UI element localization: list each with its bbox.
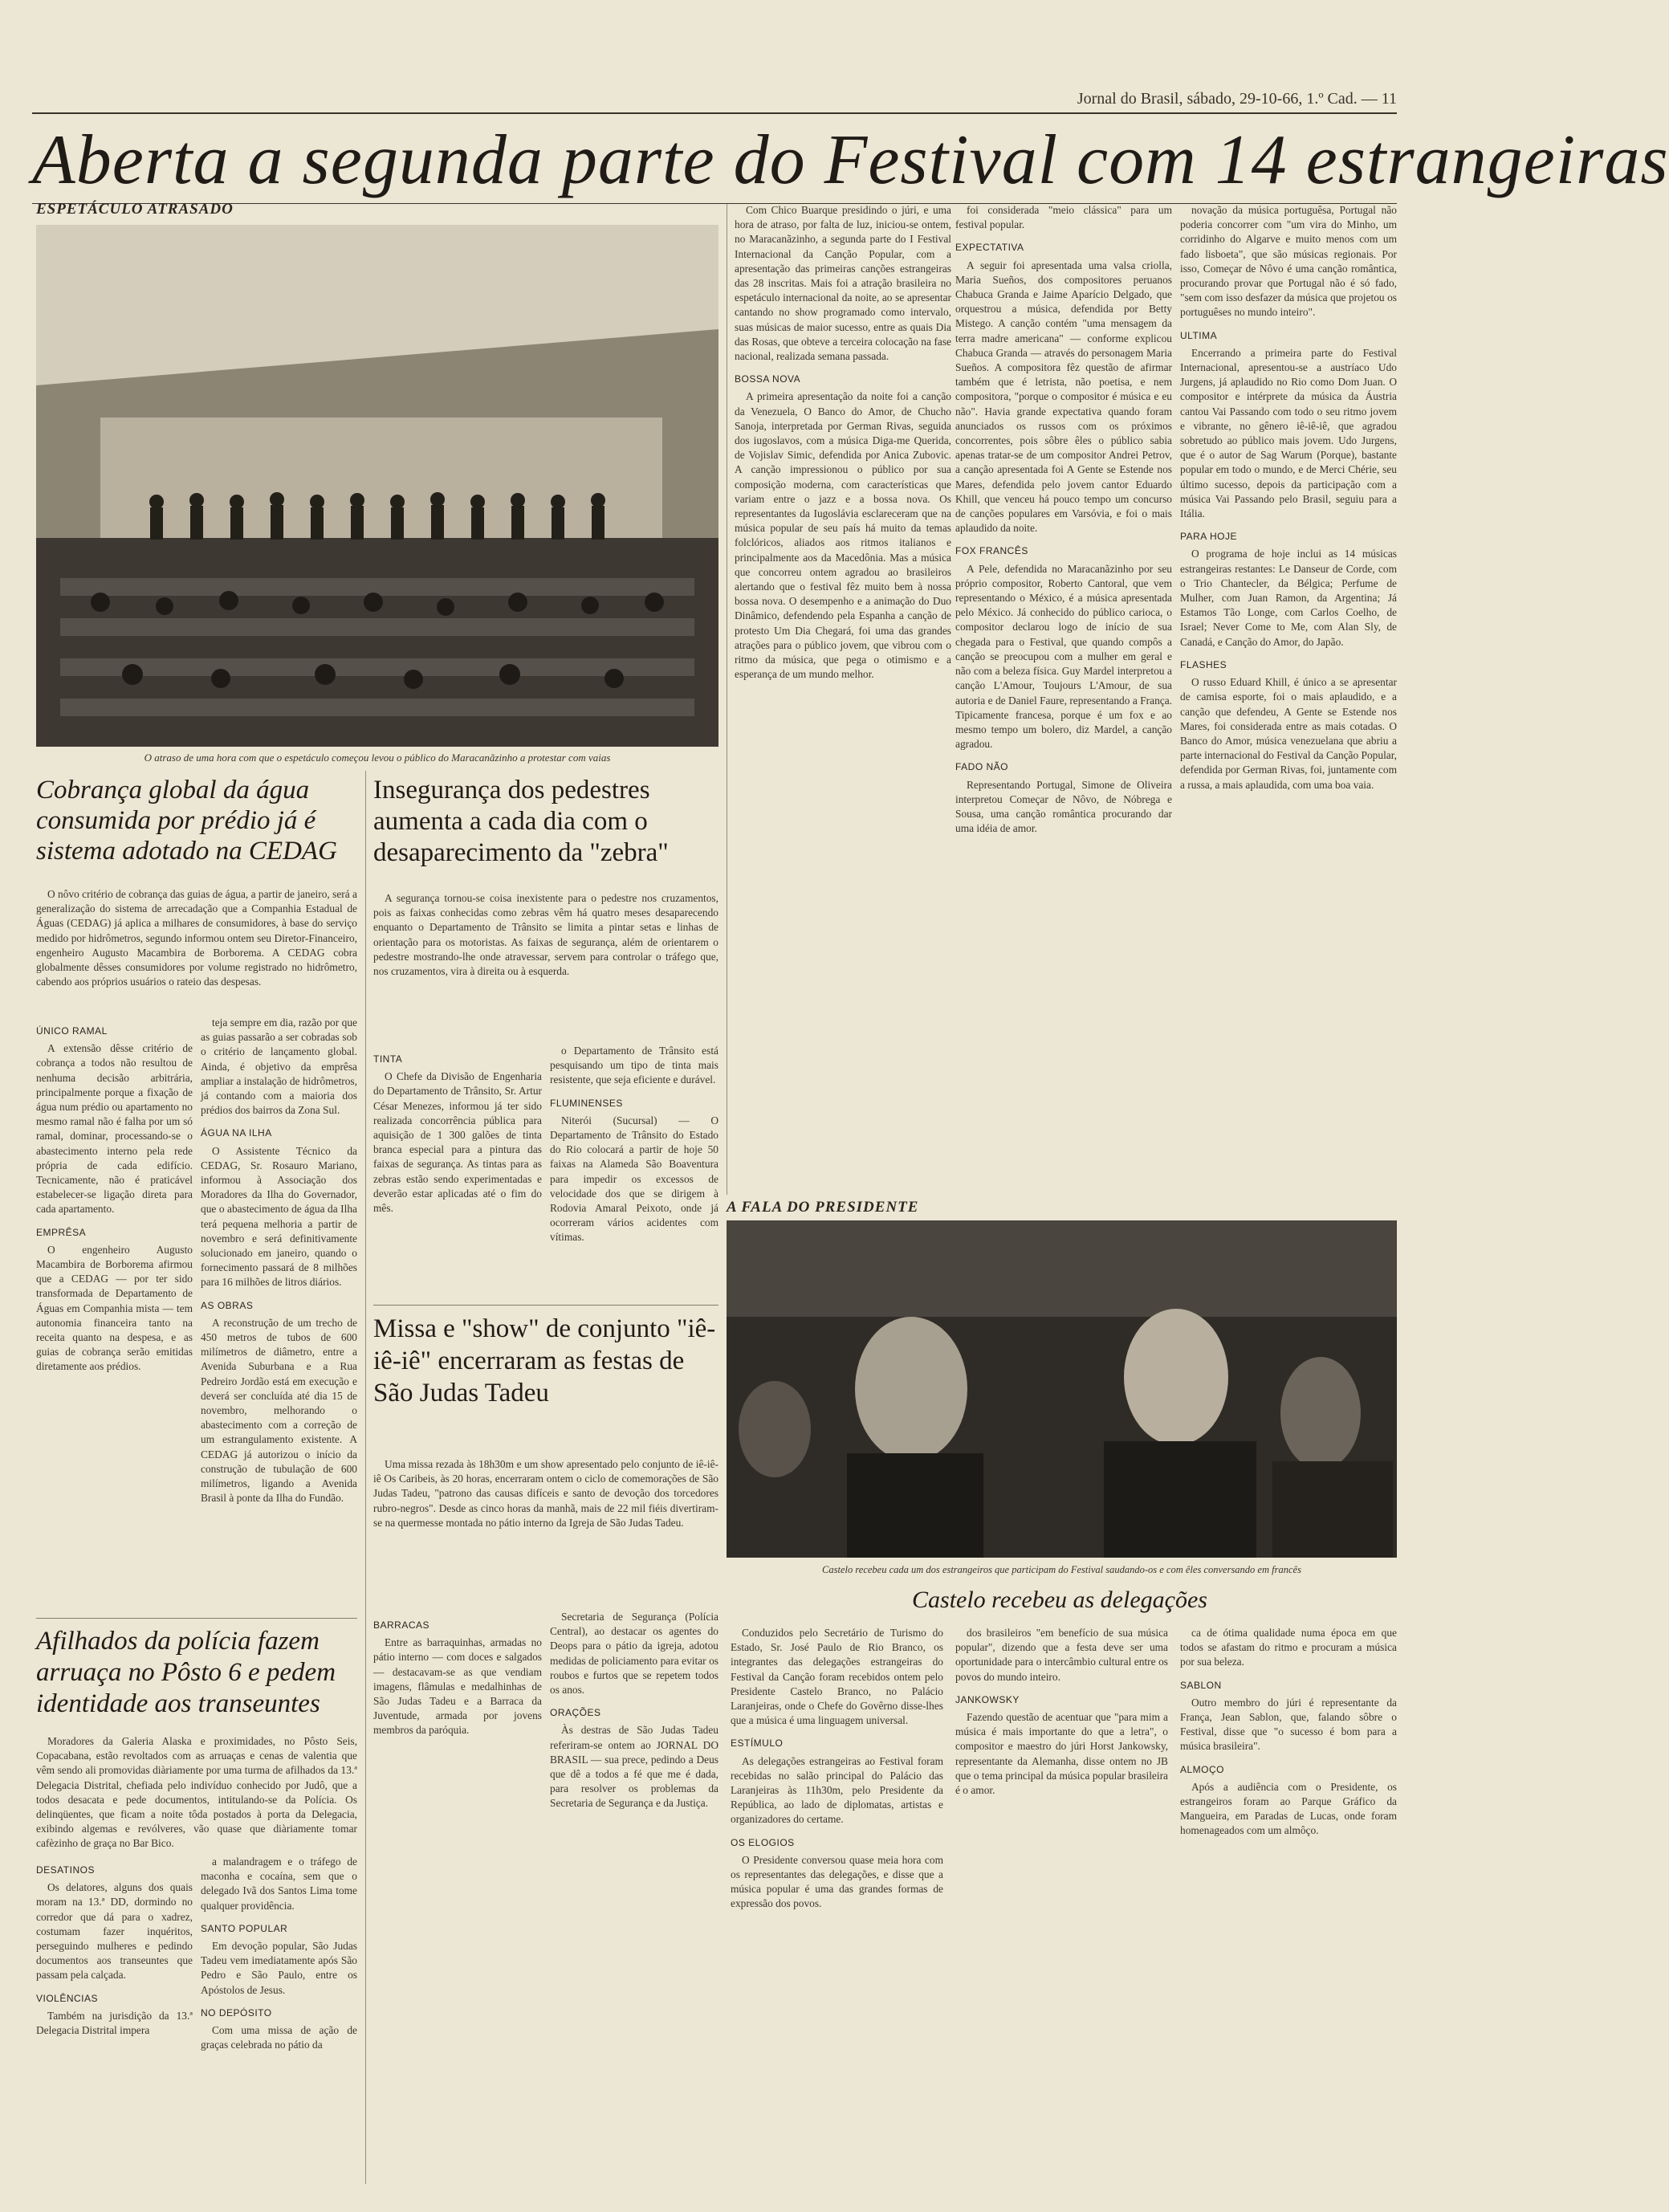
festival-col-1 (735, 203, 951, 1199)
afilhados-paragraph: Com uma missa de ação de graças celebrada no pátio da (201, 2024, 357, 2051)
cedag-subhead-unico-ramal: ÚNICO RAMAL (36, 1025, 108, 1037)
festival-subhead-ultima: ULTIMA (1180, 329, 1218, 341)
festival-paragraph: Representando Portugal, Simone de Oliveira interpretou Começar de Nôvo, de Nóbrega e Sousa, uma canção romântica procurando dar uma idéia de amor. (955, 778, 1172, 835)
afilhados-paragraph: Também na jurisdição da 13.ª Delegacia Distrital impera (36, 2009, 193, 2037)
castelo-subhead-sablon: SABLON (1180, 1679, 1222, 1691)
cedag-paragraph: O engenheiro Augusto Macambira de Borborema afirmou que a CEDAG — por ter sido transformada de Departamento de Águas em Companhia mista — tem autonomia financeira tanto na receita quanto na despesa, e as guias de cobrança serão emitidas diretamente aos prédios. (36, 1243, 193, 1373)
festival-col-2 (955, 203, 1172, 1199)
festival-col-3 (1180, 203, 1397, 1199)
stage-photo-illustration (36, 225, 718, 747)
afilhados-subhead-no-deposito: NO DEPÓSITO (201, 2006, 272, 2019)
missa-subhead-oracoes: ORAÇÕES (550, 1707, 601, 1719)
castelo-paragraph: Conduzidos pelo Secretário de Turismo do Estado, Sr. José Paulo de Rio Branco, os integrantes das delegações estrangeiras do Festival da Canção foram recebidos ontem pelo Presidente Castelo Branco, no Palácio Laranjeiras, onde o Chefe do Govêrno disse-lhes que a música é uma linguagem universal. (731, 1627, 943, 1727)
castelo-subhead-elogios: OS ELOGIOS (731, 1836, 795, 1848)
cedag-subhead-empresa: EMPRÊSA (36, 1226, 87, 1238)
cedag-headline: Cobrança global da água consumida por prédio já é sistema adotado na CEDAG (36, 776, 337, 866)
cedag-paragraph: A extensão dêsse critério de cobrança a todos não resultou de nenhuma decisão arbitrária, principalmente porque a fixação de água num prédio ou apartamento no mesmo ramal não é falha por um só ramal, dominar, processando-se o abastecimento interno pela rede própria de cada edifício. Tecnicamente, não é praticável estabelecer-se ligação direta para cada apartamento. (36, 1042, 193, 1216)
festival-paragraph: O russo Eduard Khill, é único a se apresentar de camisa esporte, foi o mais aplaudido, e a canção que defendeu, A Gente se Estende nos Mares, foi considerada entre as mais cotadas. O Banco do Amor, música venezuelana que abriu a parte internacional do Festival da Canção Popular, defendida por German Rivas, foi, juntamente com a russa, a mais aplaudida, com uma boa vaia. (1180, 676, 1397, 791)
castelo-subhead-estimulo: ESTÍMULO (731, 1737, 784, 1750)
festival-paragraph: A Pele, defendida no Maracanãzinho por seu próprio compositor, Roberto Cantoral, que vem representando o México, é a música apresentada pelo México. Já conhecido do público carioca, o compositor declarou logo de início de sua chegada para o Festival, que quando compôs a canção se preocupou com a mulher em geral e não com a beleza física. Guy Mardel interpretou a canção L'Amour, Toujours L'Amour, de sua autoria e de Daniel Faure, representando a França. Tipicamente francesa, porque é um fox e ao mesmo tempo um bolero, diz Mardel, a canção agradou. (955, 562, 1172, 751)
afilhados-paragraph: Em devoção popular, São Judas Tadeu vem imediatamente após São Pedro e São Paulo, entre os Apóstolos de Jesus. (201, 1940, 357, 1996)
festival-paragraph: A primeira apresentação da noite foi a canção da Venezuela, O Banco do Amor, de Chucho Sanoja, interpretada por German Rivas, seguida dos iugoslavos, com a música Diga-me Querida, de Vojislav Simic, defendida por Anica Zubovic. A canção impressionou o público por sua composição moderna, com características que variam entre o jazz e a bossa nova. Os representantes da Iugoslávia esclareceram que na música popular de seu país há muito da temas folclóricos, aliados aos ritmos italianos e principalmente aos da Macedônia. Mas a música que concorreu ontem agradou ao brasileiros alertando que o festival fêz muito bem à nossa bossa nova. O desempenho e a animação do Duo Dinâmico, defendendo pela Espanha a canção de protesto Um Dia Chegará, foi uma das grandes atrações para o público jovem, que vibrou com o ritmo da música, que pega o otimismo e a esperança de um mundo melhor. (735, 390, 951, 681)
zebra-subhead-tinta: TINTA (373, 1053, 403, 1065)
festival-paragraph: Com Chico Buarque presidindo o júri, e uma hora de atraso, por falta de luz, iniciou-se ontem, no Maracanãzinho, a segunda parte do I Festival Internacional da Canção Popular, com a apresentação das primeiras canções estrangeiras das 28 inscritas. Mais foi a atração brasileira no espetáculo internacional da noite, ao se apresentar cantando no show programado como intervalo, suas músicas de maior sucesso, entre as quais Dia das Rosas, que obteve a terceira colocação na fase nacional, realizada semana passada. (735, 204, 951, 363)
festival-subhead-fado: FADO NÃO (955, 761, 1009, 773)
zebra-intro (373, 891, 718, 1052)
zebra-subhead-fluminenses: FLUMINENSES (550, 1097, 623, 1109)
zebra-paragraph: o Departamento de Trânsito está pesquisando um tipo de tinta mais resistente, que seja eficiente e durável. (550, 1045, 718, 1086)
missa-paragraph: Secretaria de Segurança (Polícia Central), ao destacar os agentes do Deops para o pátio da igreja, adotou medidas de policiamento para evitar os roubos e furtos que se repetem todos os anos. (550, 1611, 718, 1697)
cedag-paragraph: teja sempre em dia, razão por que as guias passarão a ser cobradas sob o critério de lançamento global. Ainda, é objetivo da emprêsa ampliar a instalação de hidrômetros, já contando com a maioria dos prédios dos bairros da Zona Sul. (201, 1016, 357, 1117)
missa-paragraph: Uma missa rezada às 18h30m e um show apresentado pelo conjunto de iê-iê-iê Os Caribeis, às 20 horas, encerraram ontem o ciclo de comemorações de São Judas Tadeu, "patrono das causas difíceis e santo de devoção dos torcedores rubro-negros". Desde as cinco horas da manhã, mais de 22 mil fiéis divertiram-se na quermesse montada no pátio interno da Igreja de São Judas Tadeu. (373, 1458, 718, 1529)
castelo-paragraph: O Presidente conversou quase meia hora com os representantes das delegações, e disse que a música popular é uma das grandes formas de expressão dos povos. (731, 1853, 943, 1910)
cedag-paragraph: O Assistente Técnico da CEDAG, Sr. Rosauro Mariano, informou à Associação dos Moradores da Ilha do Governador, que o abastecimento de água da Ilha terá pequena melhoria a partir de novembro e será definitivamente solucionado em janeiro, quando o fornecimento passará de 8 milhões para 16 milhões de litros diários. (201, 1144, 357, 1289)
cedag-paragraph: O nôvo critério de cobrança das guias de água, a partir de janeiro, será a generalização do sistema de arrecadação que a Companhia Estadual de Águas (CEDAG) já aplica a milhares de consumidores, à base do serviço medido por hidrômetros, segundo informou ontem seu Diretor-Financeiro, engenheiro Augusto Macambira de Borborema. A CEDAG cobra globalmente dêsses consumidores por volume registrado no hidrômetro, cabendo aos próprios usuários o rateio das despesas. (36, 888, 357, 988)
festival-paragraph: O programa de hoje inclui as 14 músicas estrangeiras restantes: Le Danseur de Corde, com o Trio Chantecler, da Bélgica; Perfume de Mulher, com Juan Ramon, da Argentina; Já Estamos Tão Longe, com Carlos Coelho, de Israel; Never Come to Me, com Alan Sly, de Canadá, e Canção do Amor, do Japão. (1180, 548, 1397, 648)
festival-paragraph: A seguir foi apresentada uma valsa criolla, Maria Sueños, dos compositores peruanos Chabuca Granda e Jaime Aparício Delgado, que orquestrou a música, defendida por Betty Mistego. A canção contém "uma mensagem da terra madre americana" — conforme explicou Chabuca Granda — através do personagem Maria Sueños. A compositora fêz questão de afirmar também que é letrista, não poetisa, e nem compositora, "porque o compositor é música e eu não". Havia grande expectativa quando foram anunciados os russos com os próximos concorrentes, pois sôbre êles o público sabia apenas tratar-se de um compositor Andrei Petrov, a canção apresentada foi A Gente se Estende nos Mares, defendida pelo jovem cantor Eduardo Khill, que venceu há pouco tempo um concurso de canções populares em Varsóvia, e foi o mais aplaudido da noite. (955, 259, 1172, 535)
main-headline: Aberta a segunda parte do Festival com 14 estrangeiras (32, 121, 1669, 199)
missa-intro (373, 1457, 718, 1610)
missa-subhead-barracas: BARRACAS (373, 1619, 430, 1631)
afilhados-col-2 (201, 1855, 357, 2184)
zebra-col-2 (550, 1044, 718, 1301)
cedag-subhead-as-obras: AS OBRAS (201, 1299, 254, 1311)
festival-subhead-flashes: FLASHES (1180, 658, 1227, 670)
cedag-col-1 (36, 1016, 193, 1433)
castelo-subhead-almoco: ALMOÇO (1180, 1763, 1225, 1775)
cedag-subhead-agua-na-ilha: ÁGUA NA ILHA (201, 1127, 272, 1139)
castelo-paragraph: Outro membro do júri é representante da França, Jean Sablon, que, falando sôbre o Festival, disse que "o sucesso é bom para a música brasileira". (1180, 1696, 1397, 1753)
castelo-subhead-jankowsky: JANKOWSKY (955, 1693, 1020, 1705)
afilhados-col-1 (36, 1855, 193, 2184)
photo2-kicker: A FALA DO PRESIDENTE (727, 1199, 919, 1216)
castelo-col-3 (1180, 1626, 1397, 2188)
president-photo (727, 1220, 1397, 1558)
missa-headline: Missa e "show" de conjunto "iê-iê-iê" encerraram as festas de São Judas Tadeu (373, 1314, 716, 1407)
castelo-paragraph: dos brasileiros "em benefício de sua música popular", dizendo que a festa deve ser uma oportunidade para o intercâmbio cultural entre os povos do mundo inteiro. (955, 1627, 1168, 1683)
cedag-col-2 (201, 1016, 357, 1505)
section-rule (373, 1305, 718, 1306)
festival-subhead-expectativa: EXPECTATIVA (955, 242, 1024, 254)
section-rule (36, 1618, 357, 1619)
afilhados-paragraph: a malandragem e o tráfego de maconha e cocaína, sem que o delegado Ivã dos Santos Lima tome qualquer providência. (201, 1856, 357, 1912)
photo1-caption: O atraso de uma hora com que o espetáculo começou levou o público do Maracanãzinho a protestar com vaias (144, 752, 611, 764)
zebra-col-1 (373, 1044, 542, 1301)
masthead-text: Jornal do Brasil, sábado, 29-10-66, 1.º Cad. — 11 (1077, 90, 1397, 108)
castelo-col-2 (955, 1626, 1168, 2188)
afilhados-intro (36, 1734, 357, 1851)
missa-col-1 (373, 1610, 542, 1931)
castelo-headline: Castelo recebeu as delegações (912, 1587, 1207, 1613)
masthead (32, 88, 1397, 114)
missa-paragraph: Entre as barraquinhas, armadas no pátio interno — com doces e salgados — destacavam-se as que vendiam imagens, flâmulas e medalhinhas de São Judas Tadeu e a Barraca da Juventude, armada por jovens membros da paróquia. (373, 1636, 542, 1737)
festival-subhead-para-hoje: PARA HOJE (1180, 531, 1237, 543)
cedag-intro (36, 887, 357, 1008)
president-photo-illustration (727, 1220, 1397, 1558)
castelo-paragraph: As delegações estrangeiras ao Festival foram recebidas no salão principal do Palácio das Laranjeiras às 11h30m, pelo Presidente da República, ao lado de diplomatas, artistas e organizadores do certame. (731, 1754, 943, 1826)
zebra-paragraph: A segurança tornou-se coisa inexistente para o pedestre nos cruzamentos, pois as faixas conhecidas como zebras vêm há quatro meses desaparecendo enquanto o Departamento de Trânsito se limita a pintar setas e linhas de orientação para os motoristas. As faixas de segurança, além de orientarem o pedestre mostrando-lhe onde atravessar, servem para controlar o tráfego que, nos cruzamentos, vira à direita ou à esquerda. (373, 892, 718, 978)
castelo-col-1 (731, 1626, 943, 2188)
castelo-paragraph: ca de ótima qualidade numa época em que todos se afastam do ritmo e procuram a música por sua beleza. (1180, 1627, 1397, 1668)
zebra-paragraph: Niterói (Sucursal) — O Departamento de Trânsito do Estado do Rio colocará a partir de hoje 50 faixas na Alameda São Boaventura para impedir os excessos de velocidade dos que se dirigem à Rodovia Amaral Peixoto, onde já ocorreram vários acidentes com vítimas. (550, 1114, 718, 1244)
festival-paragraph: foi considerada "meio clássica" para um festival popular. (955, 204, 1172, 231)
afilhados-subhead-santo-popular: SANTO POPULAR (201, 1922, 288, 1934)
festival-subhead-fox: FOX FRANCÊS (955, 545, 1028, 557)
festival-paragraph: novação da música portuguêsa, Portugal não poderia concorrer com "um vira do Minho, um corridinho do Algarve e muito menos com um fado lisboeta", que são músicas regionais. Por isso, Começar de Nôvo é uma canção romântica, procurando provar que Portugal não é só fado, "sem com isso desfazer da música que projetou os portuguêses no mundo inteiro". (1180, 204, 1397, 319)
zebra-paragraph: O Chefe da Divisão de Engenharia do Departamento de Trânsito, Sr. Artur César Menezes, informou já ter sido realizada concorrência pública para aquisição de 1 300 galões de tinta branca especial para a pintura das faixas de segurança. As tintas para as zebras estão sendo experimentadas e deverão estar aplicadas até o fim do mês. (373, 1070, 542, 1215)
afilhados-headline: Afilhados da polícia fazem arruaça no Pôsto 6 e pedem identidade aos transeuntes (36, 1627, 336, 1718)
castelo-paragraph: Fazendo questão de acentuar que "para mim a música é mais importante do que a letra", o compositor e maestro do júri Horst Jankowsky, representante da Alemanha, disse ontem no JB que o tema principal da música popular brasileira é o amor. (955, 1711, 1168, 1797)
photo2-caption: Castelo recebeu cada um dos estrangeiros que participam do Festival saudando-os e com êles conversando em francês (822, 1564, 1301, 1575)
missa-col-2 (550, 1610, 718, 2172)
festival-subhead-bossa-nova: BOSSA NOVA (735, 373, 801, 385)
afilhados-subhead-desatinos: DESATINOS (36, 1864, 95, 1876)
afilhados-paragraph: Moradores da Galeria Alaska e proximidades, no Pôsto Seis, Copacabana, estão revoltados com as arruaças e cenas de valentia que vêm sendo ali promovidas diàriamente por uma turma de afilhados da 13.ª Delegacia Distrital, chefiada pelo indivíduo conhecido por Judô, que a todos desacata e pede documentos, intitulando-se da Polícia. Os delinqüentes, que ficam a noite tôda postados à porta da Delegacia, exibindo algemas e revólveres, vão quase que diàriamente tomar cafèzinho de graça no Bar Bico. (36, 1735, 357, 1850)
missa-paragraph: Às destras de São Judas Tadeu referiram-se ontem ao JORNAL DO BRASIL — sua prece, pedindo a Deus que dê a todos a fé que me é dada, para resolver os problemas da Secretaria de Segurança e da Justiça. (550, 1724, 718, 1810)
zebra-headline: Insegurança dos pedestres aumenta a cada dia com o desaparecimento da "zebra" (373, 776, 669, 867)
section-kicker: ESPETÁCULO ATRASADO (36, 201, 234, 218)
afilhados-paragraph: Os delatores, alguns dos quais moram na 13.ª DD, dormindo no corredor que dá para o xadrez, costumam fazer inquéritos, perseguindo mulheres e pedindo documentos aos transeuntes que passam pela calçada. (36, 1881, 193, 1982)
afilhados-subhead-violencias: VIOLÊNCIAS (36, 1992, 99, 2004)
cedag-paragraph: A reconstrução de um trecho de 450 metros de tubos de 600 milímetros de diâmetro, entre a Avenida Suburbana e a Rua Pedreiro Jordão está em execução e deverá ser concluída até dia 15 de novembro, melhorando o abastecimento com a correção de um estrangulamento existente. A CEDAG já autorizou o início da construção de tubulação de 600 milímetros, ligando a Avenida Brasil à ponte da Ilha do Fundão. (201, 1316, 357, 1505)
festival-paragraph: Encerrando a primeira parte do Festival Internacional, apresentou-se a austríaco Udo Jurgens, já aplaudido no Rio como Dom Juan. O compositor e intérprete da música da Áustria cantou Vai Passando com todo o seu ritmo jovem e vibrante, no gênero iê-iê-iê, que agradou sobretudo ao público mais jovem. Udo Jurgens, que é o autor de Sag Warum (Porque), bastante popular em todo o mundo, e de Merci Chérie, seu último sucesso, depois da participação com a música Vai Passando pelo Brasil, seguiu para a Itália. (1180, 346, 1397, 520)
column-rule (365, 771, 366, 2184)
festival-stage-photo (36, 225, 718, 747)
castelo-paragraph: Após a audiência com o Presidente, os estrangeiros foram ao Parque Gráfico da Mangueira, em Paradas de Lucas, onde foram homenageados com um almôço. (1180, 1780, 1397, 1837)
